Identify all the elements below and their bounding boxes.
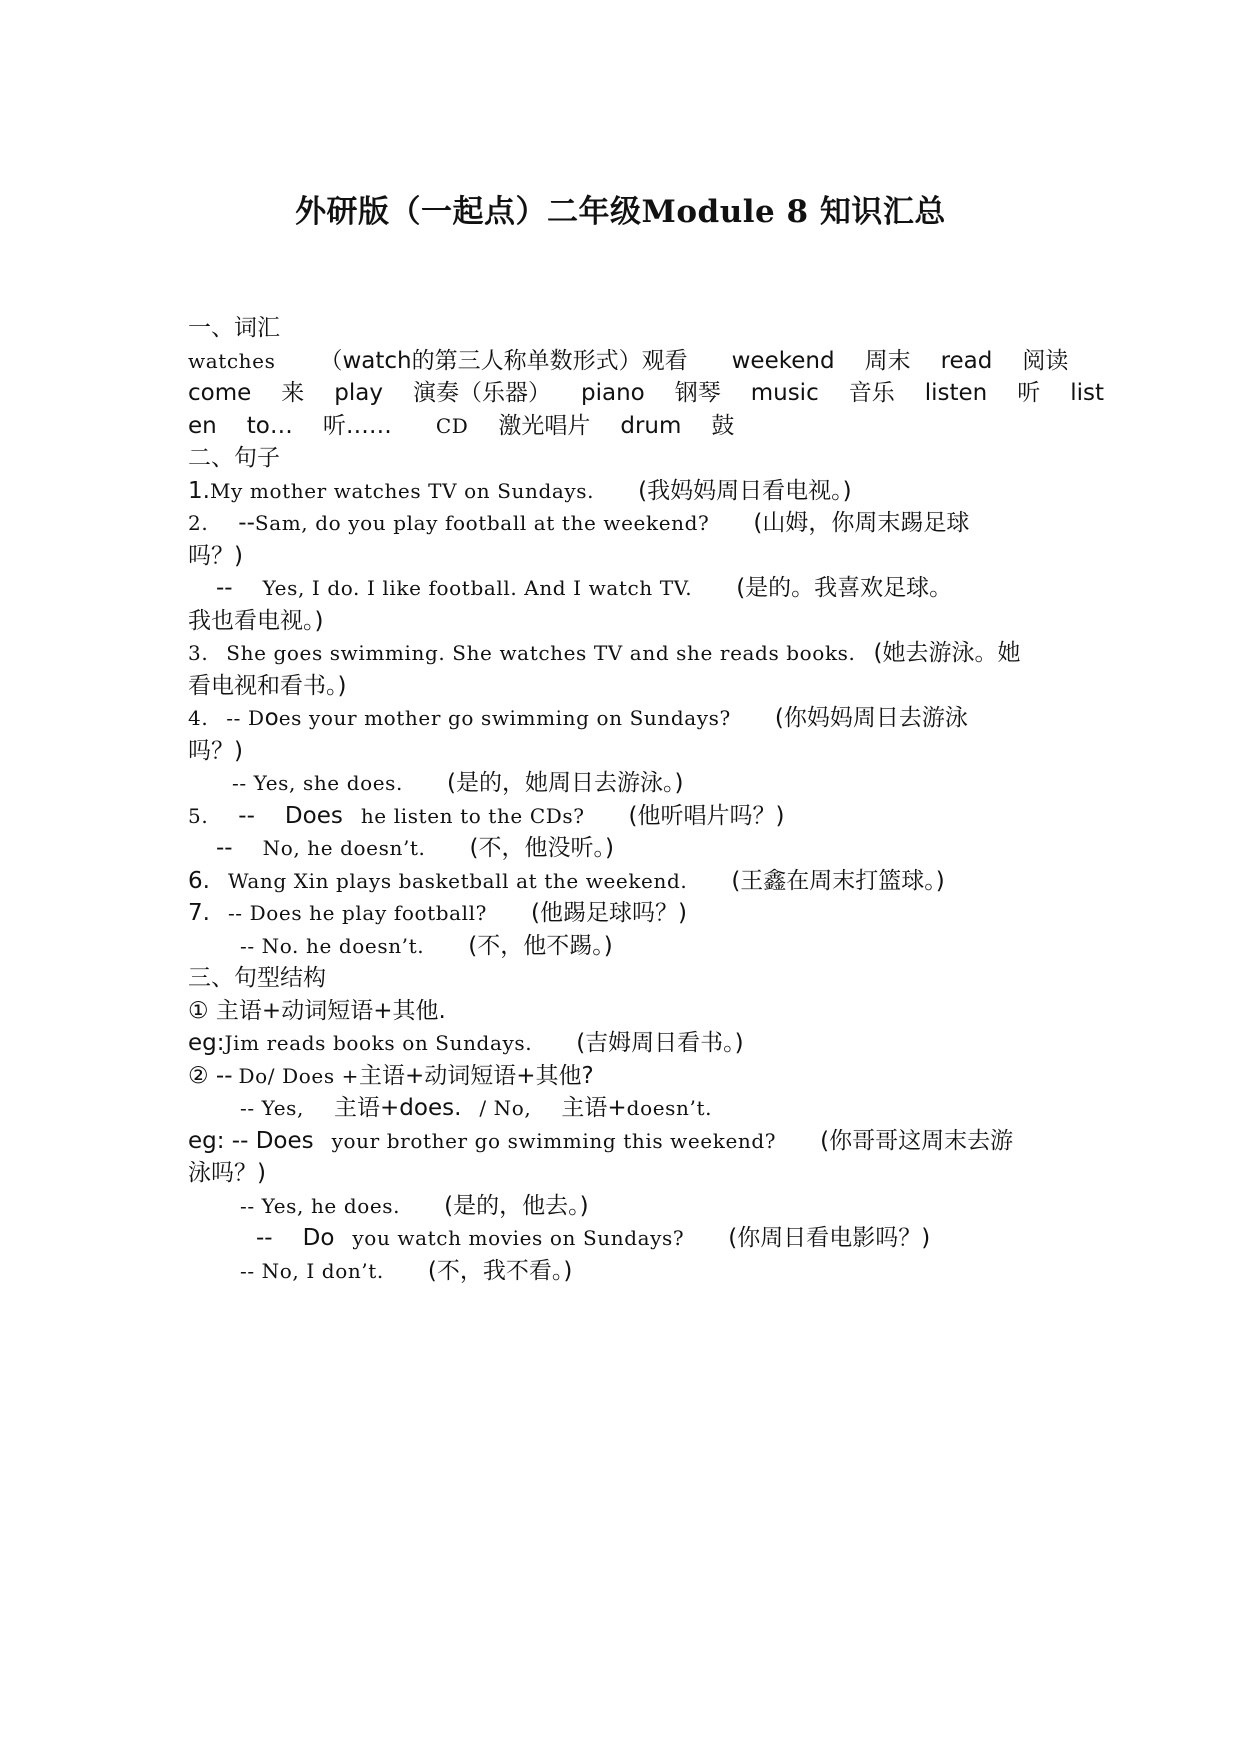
example-line	[188, 1255, 1048, 1288]
sentence-line	[188, 832, 1048, 865]
sentence-line	[188, 702, 1048, 735]
sentence-chinese: (你妈妈周日去游泳	[774, 705, 968, 731]
structure-pattern	[188, 1060, 1048, 1093]
sentence-line	[188, 930, 1048, 963]
sentence-english: -- D	[226, 706, 265, 730]
vocab-meaning: （watch的第三人称单数形式）观看	[319, 347, 688, 374]
vocab-word: weekend	[731, 347, 835, 374]
sentence-english: Wang Xin plays basketball at the weekend.	[227, 868, 688, 893]
sentence-line	[188, 767, 1048, 800]
vocab-word: watches	[188, 348, 276, 373]
vocab-meaning: 听……	[322, 412, 392, 439]
example-english: Do	[302, 1225, 335, 1251]
example-english: Jim reads books on Sundays.	[224, 1031, 533, 1055]
vocab-meaning: 激光唱片	[498, 412, 591, 439]
example-line	[188, 1222, 1048, 1255]
sentence-number: 4.	[188, 706, 209, 730]
sentence-line	[188, 475, 1048, 508]
sentence-line	[188, 670, 1048, 703]
sentence-chinese: 吗？)	[188, 542, 243, 569]
vocab-word: come	[188, 380, 252, 406]
sentence-line	[188, 897, 1048, 930]
example-english: -- No, I don’t.	[240, 1258, 384, 1283]
sentence-english: es your mother go swimming on Sundays?	[278, 706, 731, 730]
pattern-english: doesn’t.	[626, 1096, 713, 1120]
vocab-meaning: 鼓	[711, 412, 735, 439]
example-line	[188, 1157, 1048, 1190]
vocab-line	[188, 410, 1048, 443]
vocab-meaning: 音乐	[848, 380, 895, 406]
vocab-meaning: 来	[281, 380, 305, 406]
vocab-word: en	[188, 412, 217, 439]
sentence-number: 7.	[188, 900, 210, 926]
document-body	[188, 312, 1105, 1287]
page-title: 外研版（一起点）二年级Module 8 知识汇总	[295, 194, 946, 230]
vocab-meaning: 演奏（乐器）	[412, 380, 551, 406]
sentence-chinese: (他听唱片吗？)	[628, 802, 785, 829]
sentence-chinese: (不，他不踢。)	[468, 932, 613, 959]
sentence-chinese: (不，他没听。)	[469, 835, 614, 861]
example-label: eg:	[188, 1030, 225, 1056]
example-chinese: (你周日看电影吗？)	[728, 1225, 931, 1251]
sentence-line	[188, 605, 1048, 638]
sentence-number: 3.	[188, 641, 209, 665]
sentence-chinese: (他踢足球吗？)	[530, 900, 687, 926]
section-heading-structures: 三、句型结构	[188, 965, 326, 991]
example-chinese: (不，我不看。)	[427, 1257, 573, 1284]
structure-pattern	[188, 1092, 1048, 1125]
sentence-chinese: (是的。我喜欢足球。	[736, 575, 953, 601]
vocab-meaning: 听	[1017, 380, 1041, 406]
vocab-word: list	[1070, 380, 1105, 406]
sentence-chinese: (她去游泳。她	[873, 640, 1021, 666]
example-label: eg: -- Does	[188, 1127, 314, 1154]
vocab-word: read	[940, 347, 993, 374]
example-chinese: 泳吗？)	[188, 1160, 266, 1186]
dialogue-dash: --	[238, 802, 255, 829]
example-english: your brother go swimming this weekend?	[331, 1128, 777, 1153]
vocab-word: to…	[246, 412, 293, 439]
example-chinese: (吉姆周日看书。)	[576, 1030, 744, 1056]
pattern-chinese: 主语+	[561, 1095, 627, 1121]
sentence-line	[188, 637, 1048, 670]
dialogue-dash: --	[216, 835, 233, 861]
sentence-chinese: (我妈妈周日看电视。)	[638, 477, 852, 504]
sentence-line	[188, 507, 1048, 540]
vocab-word: drum	[620, 412, 682, 439]
example-chinese: (你哥哥这周末去游	[820, 1127, 1014, 1154]
sentence-english: he listen to the CDs?	[360, 803, 585, 828]
example-chinese: (是的，他去。)	[444, 1192, 589, 1219]
example-english: you watch movies on Sundays?	[352, 1226, 685, 1250]
sentence-english: No, he doesn’t.	[262, 836, 426, 860]
example-english: -- Yes, he does.	[240, 1193, 401, 1218]
sentence-line	[188, 572, 1048, 605]
sentence-chinese: (是的，她周日去游泳。)	[447, 770, 684, 796]
sentence-line	[188, 540, 1048, 573]
sentence-chinese: 我也看电视。)	[188, 607, 324, 634]
sentence-chinese: 看电视和看书。)	[188, 672, 347, 699]
dialogue-dash: --	[216, 575, 233, 601]
example-line	[188, 1027, 1048, 1060]
vocab-word: listen	[924, 380, 988, 406]
sentence-line	[188, 800, 1048, 833]
vocab-word: piano	[580, 380, 645, 406]
pattern-english: / No,	[479, 1096, 532, 1120]
vocab-word: CD	[435, 413, 469, 438]
sentence-line	[188, 735, 1048, 768]
sentence-english: Sam, do you play football at the weekend?	[254, 511, 710, 535]
sentence-number: 1.	[188, 477, 210, 504]
sentence-english: -- Yes, she does.	[232, 771, 403, 795]
pattern-number: ② --	[188, 1062, 233, 1089]
example-line	[188, 1190, 1048, 1223]
vocab-line	[188, 345, 1069, 378]
structure-pattern: ① 主语+动词短语+其他.	[188, 997, 446, 1024]
section-heading-sentences: 二、句子	[188, 445, 280, 471]
sentence-chinese: 吗？)	[188, 737, 243, 764]
sentence-english: Yes, I do. I like football. And I watch TV.	[262, 576, 693, 600]
sentence-english: -- Does he play football?	[227, 901, 487, 925]
sentence-line	[188, 865, 1048, 898]
sentence-english: o	[264, 705, 279, 731]
vocab-meaning: 钢琴	[674, 380, 721, 406]
pattern-chinese: 主语+does.	[334, 1095, 462, 1121]
vocab-line	[188, 377, 1105, 410]
pattern-chinese: 主语+动词短语+其他?	[359, 1062, 594, 1089]
vocab-meaning: 阅读	[1022, 347, 1069, 374]
sentence-english: -- No. he doesn’t.	[240, 933, 425, 958]
pattern-english: Do/ Does +	[238, 1063, 359, 1088]
vocab-word: music	[750, 380, 819, 406]
dialogue-dash: --	[256, 1225, 273, 1251]
sentence-english: Does	[284, 802, 343, 829]
example-line	[188, 1125, 1048, 1158]
sentence-number: 6.	[188, 867, 210, 894]
sentence-number: 5.	[188, 803, 209, 828]
section-heading-vocab: 一、词汇	[188, 315, 280, 341]
dialogue-dash: --	[238, 510, 255, 536]
sentence-number: 2.	[188, 511, 209, 535]
vocab-word: play	[334, 380, 383, 406]
pattern-english: -- Yes,	[240, 1096, 304, 1120]
vocab-meaning: 周末	[864, 347, 911, 374]
sentence-english: She goes swimming. She watches TV and she reads books.	[226, 641, 856, 665]
sentence-chinese: (山姆，你周末踢足球	[753, 510, 970, 536]
sentence-english: My mother watches TV on Sundays.	[209, 478, 595, 503]
sentence-chinese: (王鑫在周末打篮球。)	[731, 867, 945, 894]
